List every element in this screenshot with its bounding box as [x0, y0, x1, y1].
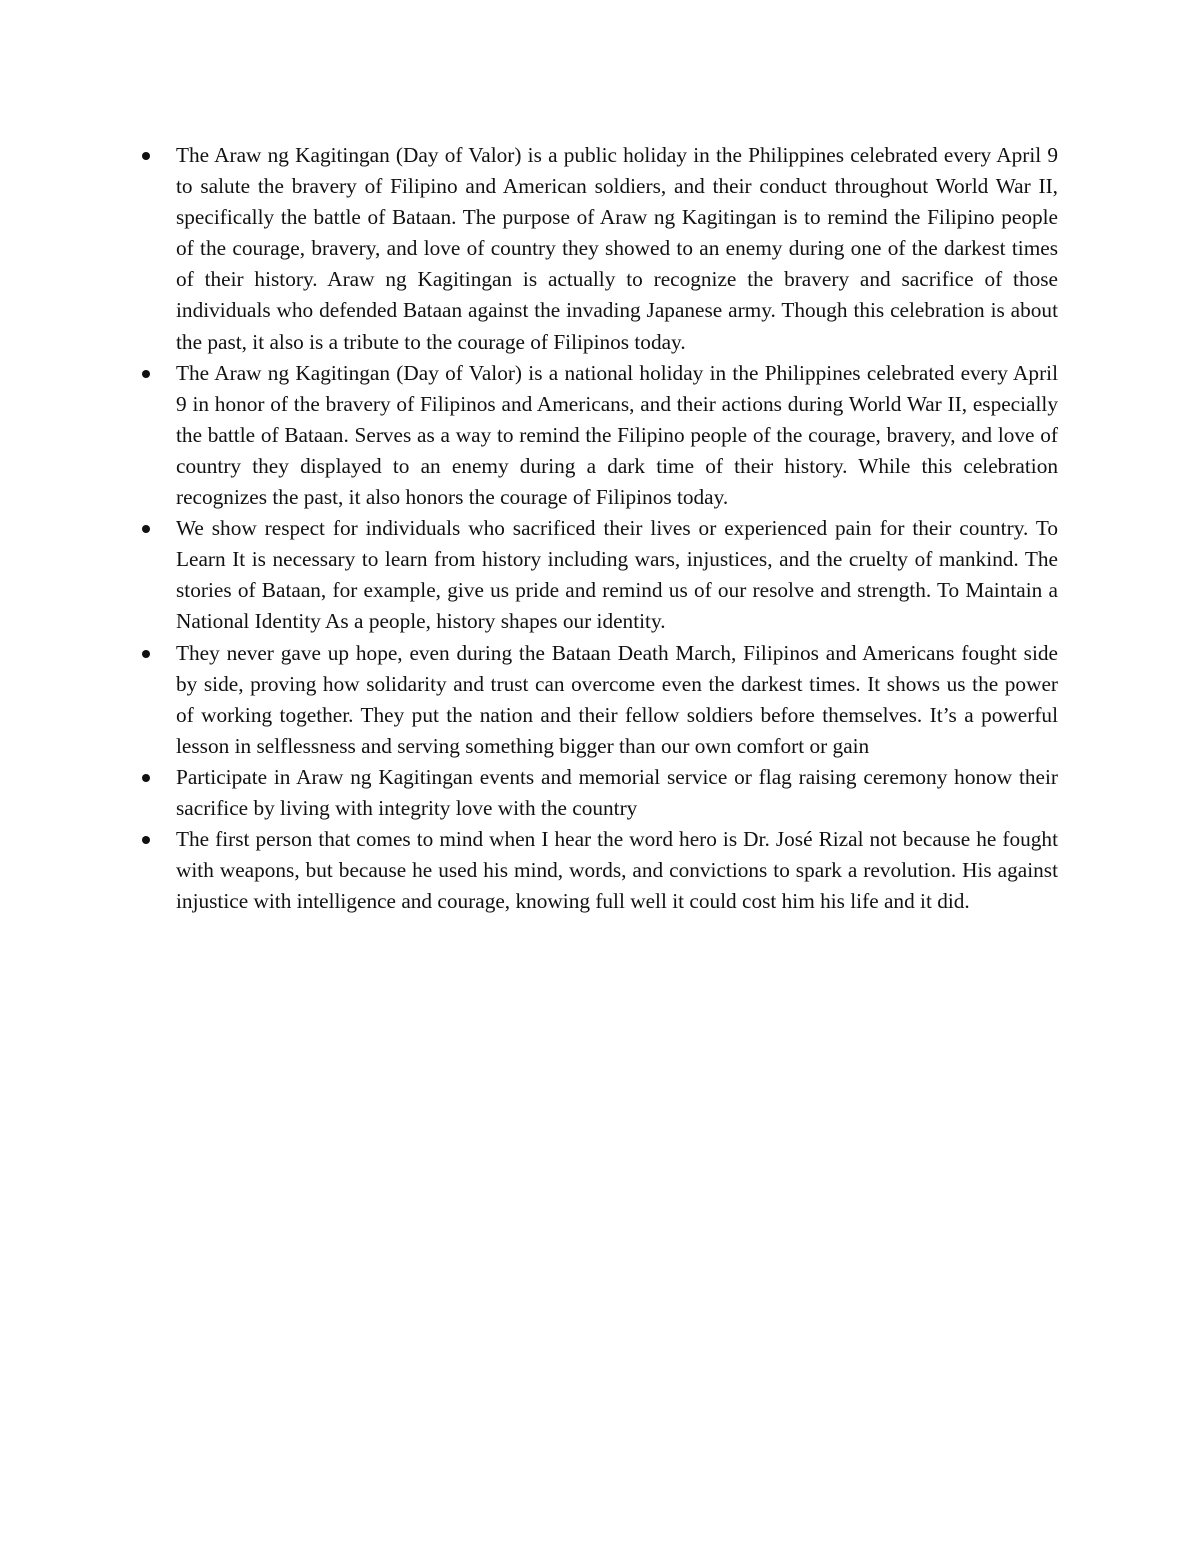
list-item — [0, 824, 1058, 917]
bullet-text: The first person that comes to mind when I hear the word hero is Dr. José Rizal not because he fought with weapons, but because he used his mind, words, and convictions to spark a revolution. His against injustice with intelligence and courage, knowing full well it could cost him his life and it did. — [176, 827, 1058, 914]
list-item — [0, 140, 1058, 358]
bullet-dot-icon — [142, 650, 150, 658]
list-item — [0, 358, 1058, 513]
bullet-text: We show respect for individuals who sacrificed their lives or experienced pain for their country. To Learn It is necessary to learn from history including wars, injustices, and the cruelty of mankind. The stories of Bataan, for example, give us pride and remind us of our resolve and strength. To Maintain a National Identity As a people, history shapes our identity. — [176, 516, 1058, 634]
list-item — [0, 638, 1058, 762]
bullet-text: Participate in Araw ng Kagitingan events and memorial service or flag raising ceremony honow their sacrifice by living with integrity love with the country — [176, 764, 1058, 820]
list-item — [0, 513, 1058, 637]
bullet-dot-icon — [142, 152, 150, 160]
bullet-dot-icon — [142, 370, 150, 378]
bullet-dot-icon — [142, 774, 150, 782]
bullet-dot-icon — [142, 525, 150, 533]
list-item — [0, 762, 1058, 824]
bullet-text: They never gave up hope, even during the Bataan Death March, Filipinos and Americans fought side by side, proving how solidarity and trust can overcome even the darkest times. It shows us the power of working together. They put the nation and their fellow soldiers before themselves. It’s a powerful lesson in selflessness and serving something bigger than our own comfort or gain — [176, 640, 1058, 758]
bullet-list — [0, 140, 1200, 917]
bullet-text: The Araw ng Kagitingan (Day of Valor) is a national holiday in the Philippines celebrated every April 9 in honor of the bravery of Filipinos and Americans, and their actions during World War II, especially the battle of Bataan. Serves as a way to remind the Filipino people of the courage, bravery, and love of country they displayed to an enemy during a dark time of their history. While this celebration recognizes the past, it also honors the courage of Filipinos today. — [176, 360, 1058, 510]
bullet-text: The Araw ng Kagitingan (Day of Valor) is a public holiday in the Philippines celebrated every April 9 to salute the bravery of Filipino and American soldiers, and their conduct throughout World War II, specifically the battle of Bataan. The purpose of Araw ng Kagitingan is to remind the Filipino people of the courage, bravery, and love of country they showed to an enemy during one of the darkest times of their history. Araw ng Kagitingan is actually to recognize the bravery and sacrifice of those individuals who defended Bataan against the invading Japanese army. Though this celebration is about the past, it also is a tribute to the courage of Filipinos today. — [176, 143, 1058, 354]
bullet-dot-icon — [142, 836, 150, 844]
